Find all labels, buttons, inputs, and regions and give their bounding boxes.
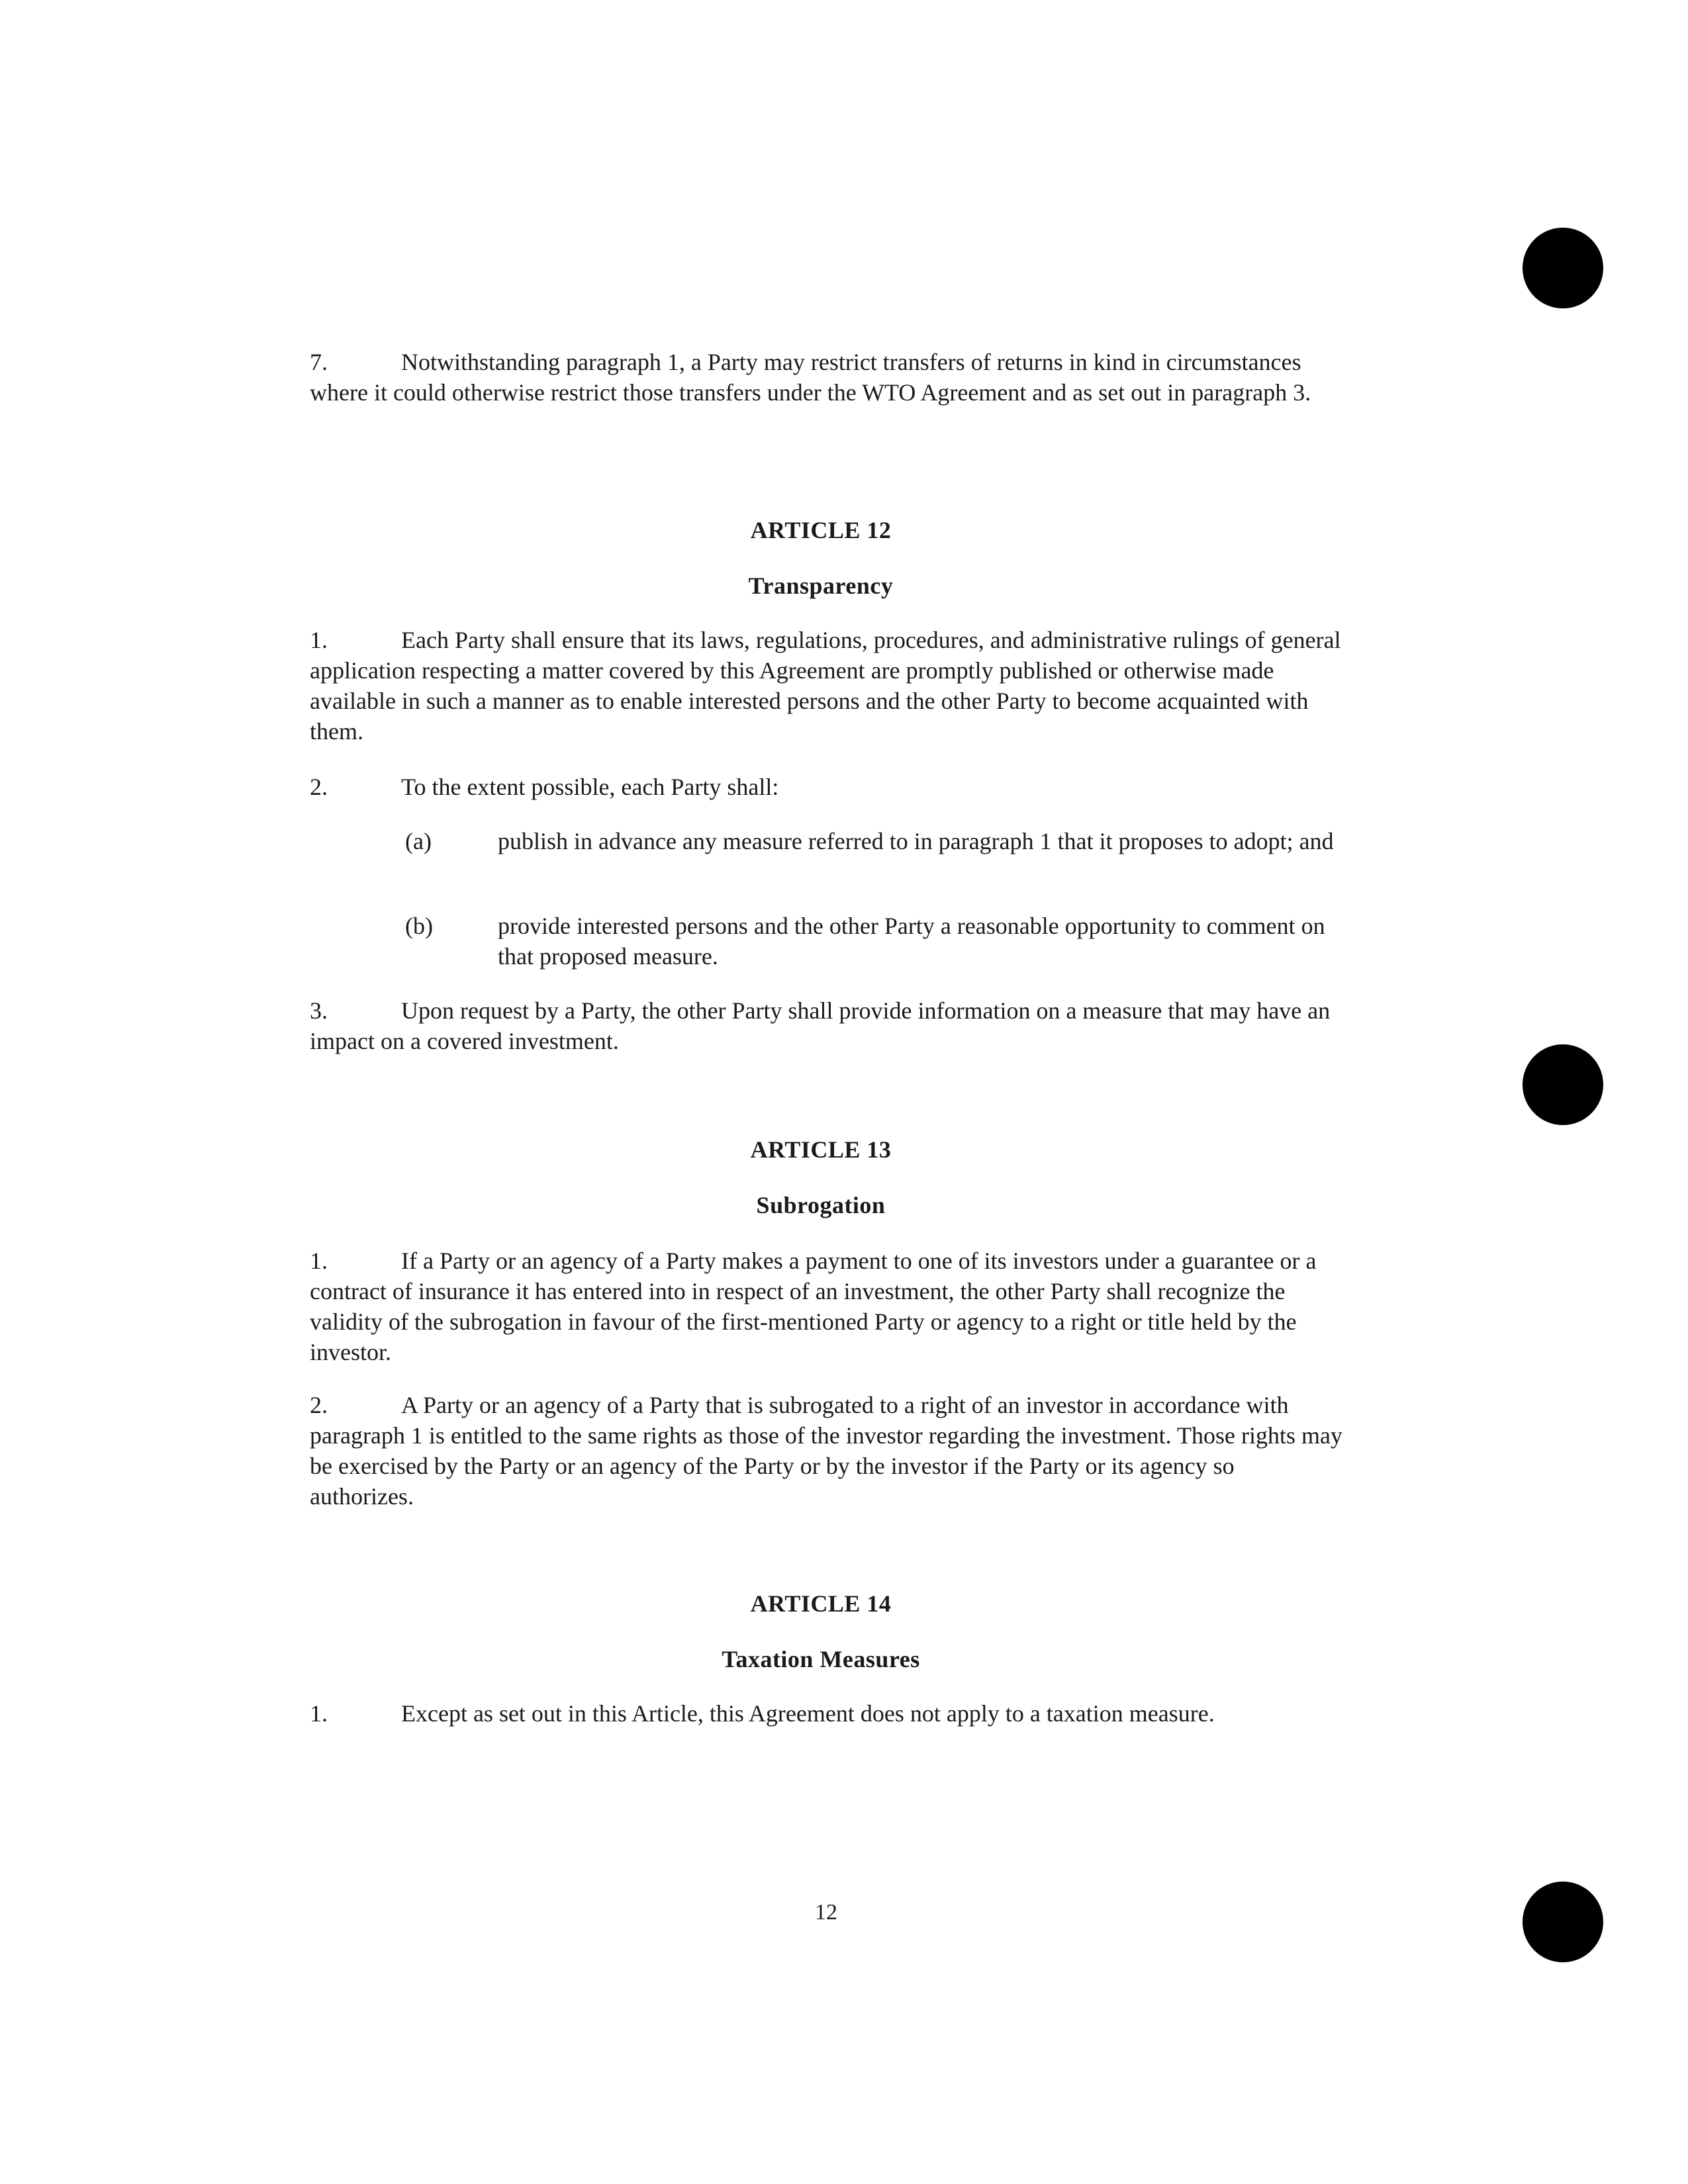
- paragraph-text: If a Party or an agency of a Party makes a payment to one of its investors under a guarantee or a contract of insurance it has entered into in respect of an investment, the other Party shall recognize the validity of the subrogation in favour of the first-mentioned Party or agency to a right or title held by the investor.: [310, 1248, 1317, 1365]
- article-13-title: Subrogation: [756, 1192, 886, 1218]
- paragraph-7: [310, 347, 1342, 408]
- page-number: 12: [815, 1900, 837, 1925]
- subitem-text: provide interested persons and the other Party a reasonable opportunity to comment on that proposed measure.: [498, 913, 1325, 970]
- paragraph-text: Each Party shall ensure that its laws, regulations, procedures, and administrative rulings of general application respecting a matter covered by this Agreement are promptly published or otherwise made available in such a manner as to enable interested persons and the other Party to become acquainted with them.: [310, 627, 1341, 745]
- article-12-paragraph-2: [310, 772, 1342, 802]
- subitem-label: (b): [405, 913, 433, 939]
- article-14-heading: ARTICLE 14: [750, 1590, 892, 1617]
- article-14-title: Taxation Measures: [722, 1646, 920, 1672]
- article-13-paragraph-2: [310, 1390, 1342, 1512]
- article-12-paragraph-3: [310, 995, 1342, 1056]
- paragraph-text: To the extent possible, each Party shall:: [401, 774, 779, 800]
- punch-hole-top: [1523, 228, 1603, 308]
- subitem-a: [405, 826, 1358, 856]
- article-14-paragraph-1: [310, 1698, 1342, 1729]
- paragraph-text: Notwithstanding paragraph 1, a Party may restrict transfers of returns in kind in circumstances where it could otherwise restrict those transfers under the WTO Agreement and as set out in paragraph 3.: [310, 349, 1311, 406]
- article-13-paragraph-1: [310, 1246, 1342, 1367]
- paragraph-number: 2.: [310, 1392, 328, 1418]
- punch-hole-middle: [1523, 1044, 1603, 1125]
- subitem-text: publish in advance any measure referred to in paragraph 1 that it proposes to adopt; and: [498, 828, 1334, 854]
- paragraph-text: Upon request by a Party, the other Party shall provide information on a measure that may have an impact on a covered investment.: [310, 997, 1331, 1054]
- paragraph-number: 1.: [310, 1248, 328, 1274]
- article-12-title: Transparency: [748, 572, 894, 599]
- article-13-heading: ARTICLE 13: [750, 1136, 892, 1163]
- article-12-paragraph-1: [310, 625, 1342, 747]
- paragraph-number: 1.: [310, 627, 328, 653]
- paragraph-text: Except as set out in this Article, this Agreement does not apply to a taxation measure.: [401, 1700, 1215, 1727]
- paragraph-number: 7.: [310, 349, 328, 375]
- paragraph-text: A Party or an agency of a Party that is subrogated to a right of an investor in accordance with paragraph 1 is entitled to the same rights as those of the investor regarding the investment. Those rights may be exercised by the Party or an agency of the Party or by the investor if the Party or its agency so authorizes.: [310, 1392, 1342, 1510]
- article-12-heading: ARTICLE 12: [750, 517, 892, 543]
- paragraph-number: 3.: [310, 997, 328, 1024]
- paragraph-number: 1.: [310, 1700, 328, 1727]
- subitem-b: [405, 911, 1358, 972]
- subitem-label: (a): [405, 828, 432, 854]
- paragraph-number: 2.: [310, 774, 328, 800]
